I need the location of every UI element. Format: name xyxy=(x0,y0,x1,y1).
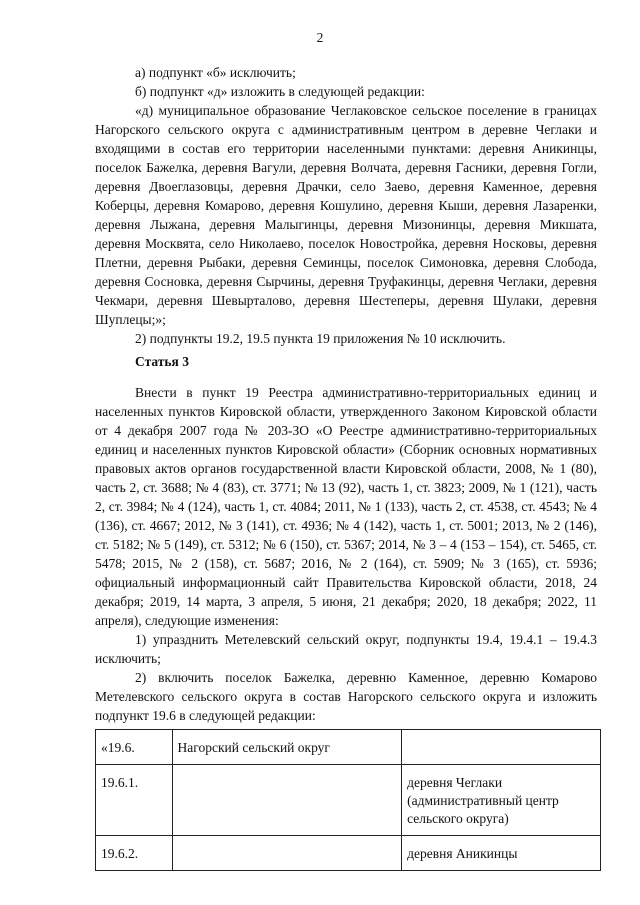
table-cell-district xyxy=(172,765,402,836)
table-cell-settlement: деревня Чеглаки (административный центр сельского округа) xyxy=(402,765,601,836)
page-number: 2 xyxy=(316,30,324,45)
table-cell-settlement: деревня Аникинцы xyxy=(402,836,601,871)
amendment-2: 2) подпункты 19.2, 19.5 пункта 19 приложения № 10 исключить. xyxy=(135,331,506,346)
table-cell-district xyxy=(172,836,402,871)
amendment-d-text: «д) муниципальное образование Чеглаковское сельское поселение в границах Нагорского сельского округа с административным центром в деревне Чеглаки и входящими в состав его территории населенными пунктами: деревня Аникинцы, поселок Бажелка, деревня Вагули, деревня Волчата, деревня Гасники, деревня Гогли, деревня Двоеглазовцы, деревня Драчки, село Заево, деревня Каменное, деревня Коберцы, деревня Комарово, деревня Кошулино, деревня Кыши, деревня Лазаренки, деревня Лыжана, деревня Малыгинцы, деревня Мизонинцы, деревня Микшата, деревня Москвята, село Николаево, поселок Новостройка, деревня Носковы, деревня Плетни, деревня Рыбаки, деревня Семинцы, поселок Симоновка, деревня Слобода, деревня Сосновка, деревня Сырчины, деревня Труфакинцы, деревня Чеглаки, деревня Чекмари, деревня Шевырталово, деревня Шестеперы, деревня Шулаки, деревня Шуплецы;»; xyxy=(95,103,597,327)
table-cell-code: «19.6. xyxy=(96,730,173,765)
article-paragraph-intro: Внести в пункт 19 Реестра административно-территориальных единиц и населенных пунктов Кировской области, утвержденного Законом Кировской области от 4 декабря 2007 года № 203-ЗО «О Реестре административно-территориальных единиц и населенных пунктов Кировской области» (Сборник основных нормативных правовых актов органов государственной власти Кировской области, 2008, № 1 (80), часть 2, ст. 3688; № 4 (83), ст. 3771; № 13 (92), часть 1, ст. 3823; 2009, № 1 (121), часть 2, ст. 3984; № 4 (124), часть 1, ст. 4084; 2011, № 1 (133), часть 2, ст. 4538, ст. 4543; № 4 (136), ст. 4667; 2012, № 3 (141), ст. 4936; № 4 (142), часть 1, ст. 5001; 2013, № 2 (146), ст. 5182; № 5 (149), ст. 5312; № 6 (150), ст. 5367; 2014, № 3 – 4 (153 – 154), ст. 5465, ст. 5478; 2015, № 2 (158), ст. 5687; 2016, № 2 (164), ст. 5909; № 3 (165), ст. 5936; официальный информационный сайт Правительства Кировской области, 2018, 24 декабря; 2019, 14 марта, 3 апреля, 5 июня, 21 декабря; 2020, 18 декабря; 2022, 11 апреля), следующие изменения: xyxy=(95,385,597,628)
table-cell-code: 19.6.1. xyxy=(96,765,173,836)
table-cell-settlement xyxy=(402,730,601,765)
table-row xyxy=(96,765,601,836)
table-row xyxy=(96,836,601,871)
article-body xyxy=(95,383,597,725)
table-row xyxy=(96,730,601,765)
article-paragraph-1: 1) упразднить Метелевский сельский округ, подпункты 19.4, 19.4.1 – 19.4.3 исключить; xyxy=(95,632,597,666)
article-paragraph-2: 2) включить поселок Бажелка, деревню Каменное, деревню Комарово Метелевского сельского округа в состав Нагорского сельского округа и изложить подпункт 19.6 в следующей редакции: xyxy=(95,670,597,723)
table-cell-district: Нагорский сельский округ xyxy=(172,730,402,765)
amendment-b: б) подпункт «д» изложить в следующей редакции: xyxy=(135,84,425,99)
registry-table xyxy=(95,729,601,871)
article-title: Статья 3 xyxy=(135,354,189,369)
amendments-section xyxy=(95,63,597,348)
amendment-a: а) подпункт «б» исключить; xyxy=(135,65,296,80)
table-cell-code: 19.6.2. xyxy=(96,836,173,871)
